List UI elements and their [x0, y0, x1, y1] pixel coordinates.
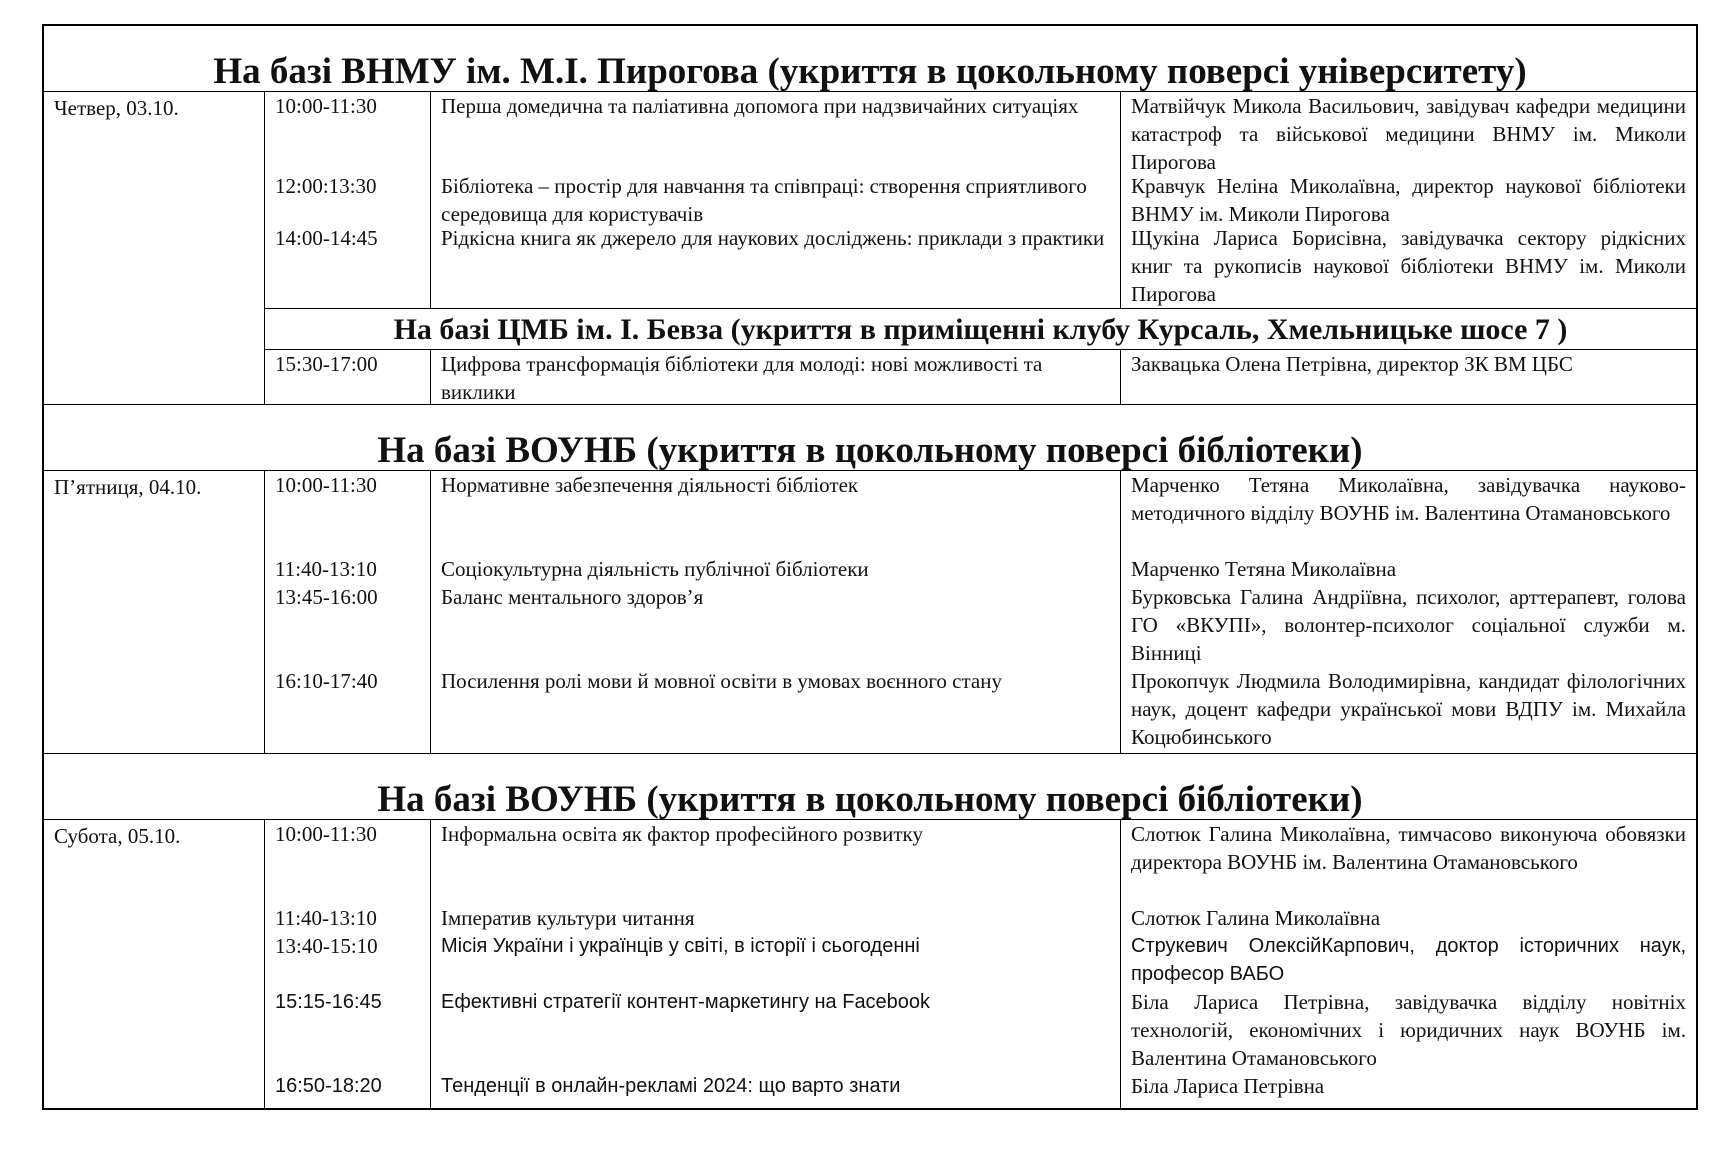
session-topic: Імператив культури читання [431, 904, 1121, 932]
session-speaker: Марченко Тетяна Миколаївна [1131, 557, 1397, 581]
session-time: 13:40-15:10 [265, 932, 431, 988]
day-block [44, 471, 1696, 754]
day-block [44, 92, 1696, 405]
session-topic: Баланс ментального здоров’я [431, 583, 1121, 667]
session-topic: Бібліотека – простір для навчання та співпраці: створення сприятливого середовища для користувачів [431, 172, 1121, 224]
session-time: 12:00:13:30 [265, 172, 431, 224]
session-topic: Нормативне забезпечення діяльності бібліотек [431, 471, 1121, 555]
session-speaker: Бурковська Галина Андріївна, психолог, арттерапевт, голова ГО «ВКУПІ», волонтер-психолог соціальної служби м. Вінниці [1131, 585, 1686, 665]
session-rows [265, 820, 1696, 1108]
section-heading: На базі ВНМУ ім. М.І. Пирогова (укриття в цокольному поверсі університету) [44, 26, 1696, 92]
session-time: 15:30-17:00 [265, 350, 431, 404]
session-time: 16:50-18:20 [265, 1072, 431, 1108]
session-row [265, 350, 1696, 404]
session-rows [265, 92, 1696, 404]
session-time: 10:00-11:30 [265, 471, 431, 555]
session-row [265, 1072, 1696, 1108]
section-heading: На базі ВОУНБ (укриття в цокольному поверсі бібліотеки) [44, 405, 1696, 471]
session-topic: Цифрова трансформація бібліотеки для молоді: нові можливості та виклики [431, 350, 1121, 404]
session-rows [265, 471, 1696, 753]
session-time: 15:15-16:45 [265, 988, 431, 1072]
session-time: 10:00-11:30 [265, 820, 431, 904]
session-speaker: Струкевич ОлексійКарпович, доктор історичних наук, професор ВАБО [1131, 935, 1686, 985]
session-topic: Посилення ролі мови й мовної освіти в умовах воєнного стану [431, 667, 1121, 753]
subsection-heading: На базі ЦМБ ім. І. Бевза (укриття в приміщенні клубу Курсаль, Хмельницьке шосе 7 ) [265, 308, 1696, 350]
session-topic: Соціокультурна діяльність публічної бібліотеки [431, 555, 1121, 583]
session-row [265, 988, 1696, 1072]
section-heading: На базі ВОУНБ (укриття в цокольному поверсі бібліотеки) [44, 754, 1696, 820]
session-time: 14:00-14:45 [265, 224, 431, 308]
session-row [265, 555, 1696, 583]
session-time: 11:40-13:10 [265, 904, 431, 932]
session-speaker: Марченко Тетяна Миколаївна, завідувачка науково-методичного відділу ВОУНБ ім. Валентина Отамановського [1131, 473, 1686, 525]
session-row [265, 471, 1696, 555]
session-topic: Місія України і українців у світі, в історії і сьогоденні [431, 932, 1121, 988]
session-speaker: Біла Лариса Петрівна [1131, 1074, 1325, 1098]
session-row [265, 224, 1696, 308]
day-label: Субота, 05.10. [44, 820, 265, 1108]
session-speaker: Щукіна Лариса Борисівна, завідувачка сектору рідкісних книг та рукописів наукової бібліотеки ВНМУ ім. Миколи Пирогова [1131, 226, 1686, 306]
session-time: 13:45-16:00 [265, 583, 431, 667]
day-block [44, 820, 1696, 1108]
session-speaker: Прокопчук Людмила Володимирівна, кандидат філологічних наук, доцент кафедри української мови ВДПУ ім. Михайла Коцюбинського [1131, 669, 1686, 749]
session-row [265, 820, 1696, 904]
session-row [265, 172, 1696, 224]
session-speaker: Кравчук Неліна Миколаївна, директор наукової бібліотеки ВНМУ ім. Миколи Пирогова [1131, 174, 1686, 226]
session-time: 11:40-13:10 [265, 555, 431, 583]
session-topic: Ефективні стратегії контент-маркетингу на Facebook [431, 988, 1121, 1072]
session-row [265, 92, 1696, 172]
session-time: 16:10-17:40 [265, 667, 431, 753]
session-row [265, 932, 1696, 988]
session-speaker: Слотюк Галина Миколаївна, тимчасово виконуюча обовязки директора ВОУНБ ім. Валентина Отамановського [1131, 822, 1686, 874]
session-time: 10:00-11:30 [265, 92, 431, 172]
session-speaker: Заквацька Олена Петрівна, директор ЗК ВМ ЦБС [1131, 352, 1573, 376]
session-speaker: Слотюк Галина Миколаївна [1131, 906, 1381, 930]
schedule-document [42, 24, 1698, 1110]
day-label: Четвер, 03.10. [44, 92, 265, 404]
session-row [265, 583, 1696, 667]
session-topic: Тенденції в онлайн-рекламі 2024: що варто знати [431, 1072, 1121, 1108]
session-row [265, 904, 1696, 932]
session-speaker: Матвійчук Микола Васильович, завідувач кафедри медицини катастроф та військової медицини ВНМУ ім. Миколи Пирогова [1131, 94, 1686, 174]
session-row [265, 667, 1696, 753]
session-topic: Рідкісна книга як джерело для наукових досліджень: приклади з практики [431, 224, 1121, 308]
day-label: П’ятниця, 04.10. [44, 471, 265, 753]
session-topic: Перша домедична та паліативна допомога при надзвичайних ситуаціях [431, 92, 1121, 172]
session-topic: Інформальна освіта як фактор професійного розвитку [431, 820, 1121, 904]
session-speaker: Біла Лариса Петрівна, завідувачка відділу новітніх технологій, економічних і юридичних наук ВОУНБ ім. Валентина Отамановського [1131, 990, 1686, 1070]
